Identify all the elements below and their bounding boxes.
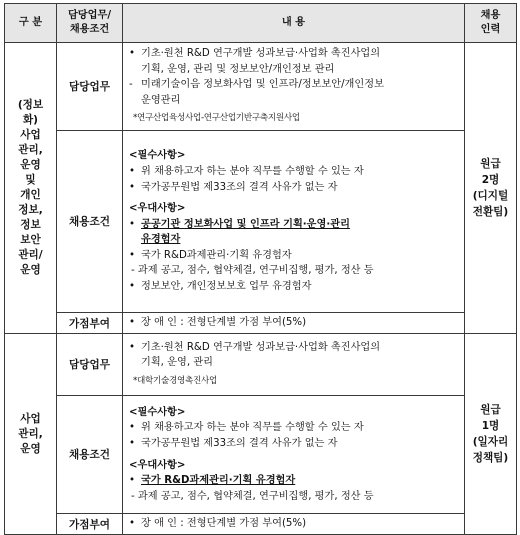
section1-staff: 원급 2명 (디지털 전환팀) (465, 43, 517, 334)
section1-preferred-dash: 과제 공고, 점수, 협약체결, 연구비집행, 평가, 정산 등 (137, 265, 374, 277)
section2-title: 사업 관리, 운영 (5, 334, 57, 535)
section2-conditions-content: <필수사항> • 위 채용하고자 하는 분야 직무를 수행할 수 있는 자 • 국가공무원법 제33조의 결격 사유가 없는 자 <우대사항> • 국가 R&D과제관리·기획 유경험자 - 과제 공고, 점수, 협약체결, 연구비집행, 평가, 정산 등 (123, 396, 465, 514)
section2-duties-note: *대학기술경영촉진사업 (133, 375, 218, 386)
section1-conditions-label: 채용조건 (57, 131, 123, 313)
section2-preferred-title: <우대사항> (129, 459, 186, 471)
section2-preferred-main: 국가 R&D과제관리·기획 유경험자 (141, 475, 296, 487)
section1-duty-2: 미래기술이음 정보화사업 및 인프라/정보보안/개인정보 운영관리 (141, 79, 384, 106)
section1-bonus-text: 장 애 인 : 전형단계별 가점 부여(5%) (141, 317, 307, 329)
section1-preferred-main: 공공기관 정보화사업 및 인프라 기획·운영·관리 유경험자 (141, 218, 350, 246)
section2-bonus-row (5, 514, 517, 535)
section1-conditions-row (5, 131, 517, 313)
section1-bonus-label: 가점부여 (57, 313, 123, 334)
section2-bonus-text: 장 애 인 : 전형단계별 가점 부여(5%) (141, 518, 307, 530)
section2-required-title: <필수사항> (129, 406, 186, 418)
section1-required-1: 위 채용하고자 하는 분야 직무를 수행할 수 있는 자 (141, 165, 364, 177)
recruitment-table (4, 3, 517, 535)
section1-duties-content: • 기초·원천 R&D 연구개발 성과보급·사업화 촉진사업의 기획, 운영, 관리 및 정보보안/개인정보 관리 - 미래기술이음 정보화사업 및 인프라/정보보안/개인정보 운영관리 *연구산업육성사업-연구산업기반구축지원사업 (123, 43, 465, 131)
section1-duties-row (5, 43, 517, 131)
section2-duties-row (5, 334, 517, 396)
header-content: 내 용 (123, 4, 465, 43)
header-category: 구 분 (5, 4, 57, 43)
section1-required-title: <필수사항> (129, 150, 186, 162)
header-duty-condition: 담당업무/ 채용조건 (57, 4, 123, 43)
section1-duties-note: *연구산업육성사업-연구산업기반구축지원사업 (133, 113, 300, 124)
section1-required-2: 국가공무원법 제33조의 결격 사유가 없는 자 (141, 181, 338, 193)
section2-duty-1: 기초·원천 R&D 연구개발 성과보급·사업화 촉진사업의 기획, 운영, 관리 (141, 341, 381, 369)
section2-preferred-dash: 과제 공고, 점수, 협약체결, 연구비집행, 평가, 정산 등 (137, 490, 374, 502)
section1-duties-label: 담당업무 (57, 43, 123, 131)
header-row (5, 4, 517, 43)
section1-preferred-title: <우대사항> (129, 203, 186, 215)
section2-required-2: 국가공무원법 제33조의 결격 사유가 없는 자 (141, 437, 338, 449)
section2-bonus-content: • 장 애 인 : 전형단계별 가점 부여(5%) (123, 514, 465, 535)
section2-bonus-label: 가점부여 (57, 514, 123, 535)
section1-preferred-sub: 국가 R&D과제관리·기획 유경험자 (141, 249, 292, 261)
header-staff: 채용 인력 (465, 4, 517, 43)
section1-duty-1: 기초·원천 R&D 연구개발 성과보급·사업화 촉진사업의 기획, 운영, 관리 및 정보보안/개인정보 관리 (141, 48, 381, 75)
section2-conditions-label: 채용조건 (57, 396, 123, 514)
section1-bonus-row (5, 313, 517, 334)
section2-duties-content: • 기초·원천 R&D 연구개발 성과보급·사업화 촉진사업의 기획, 운영, 관리 *대학기술경영촉진사업 (123, 334, 465, 396)
section2-duties-label: 담당업무 (57, 334, 123, 396)
section1-title: (정보 화) 사업 관리, 운영 및 개인 정보, 정보 보안 관리/ 운영 (5, 43, 57, 334)
section2-conditions-row (5, 396, 517, 514)
section2-staff: 원급 1명 (일자리 정책팀) (465, 334, 517, 535)
section1-bonus-content: • 장 애 인 : 전형단계별 가점 부여(5%) (123, 313, 465, 334)
section1-preferred-extra: 정보보안, 개인정보보호 업무 유경험자 (141, 281, 312, 293)
section2-required-1: 위 채용하고자 하는 분야 직무를 수행할 수 있는 자 (141, 422, 364, 434)
section1-conditions-content: <필수사항> • 위 채용하고자 하는 분야 직무를 수행할 수 있는 자 • 국가공무원법 제33조의 결격 사유가 없는 자 <우대사항> • 공공기관 정보화사업 및 인프라 기획·운영·관리 유경험자 • 국가 R&D과제관리·기획 유경험자 - 과제 공고, 점수, 협약체결, 연구비집행, 평가, 정산 등 • 정보보안, 개인정보보호 업무 유경험자 (123, 131, 465, 313)
